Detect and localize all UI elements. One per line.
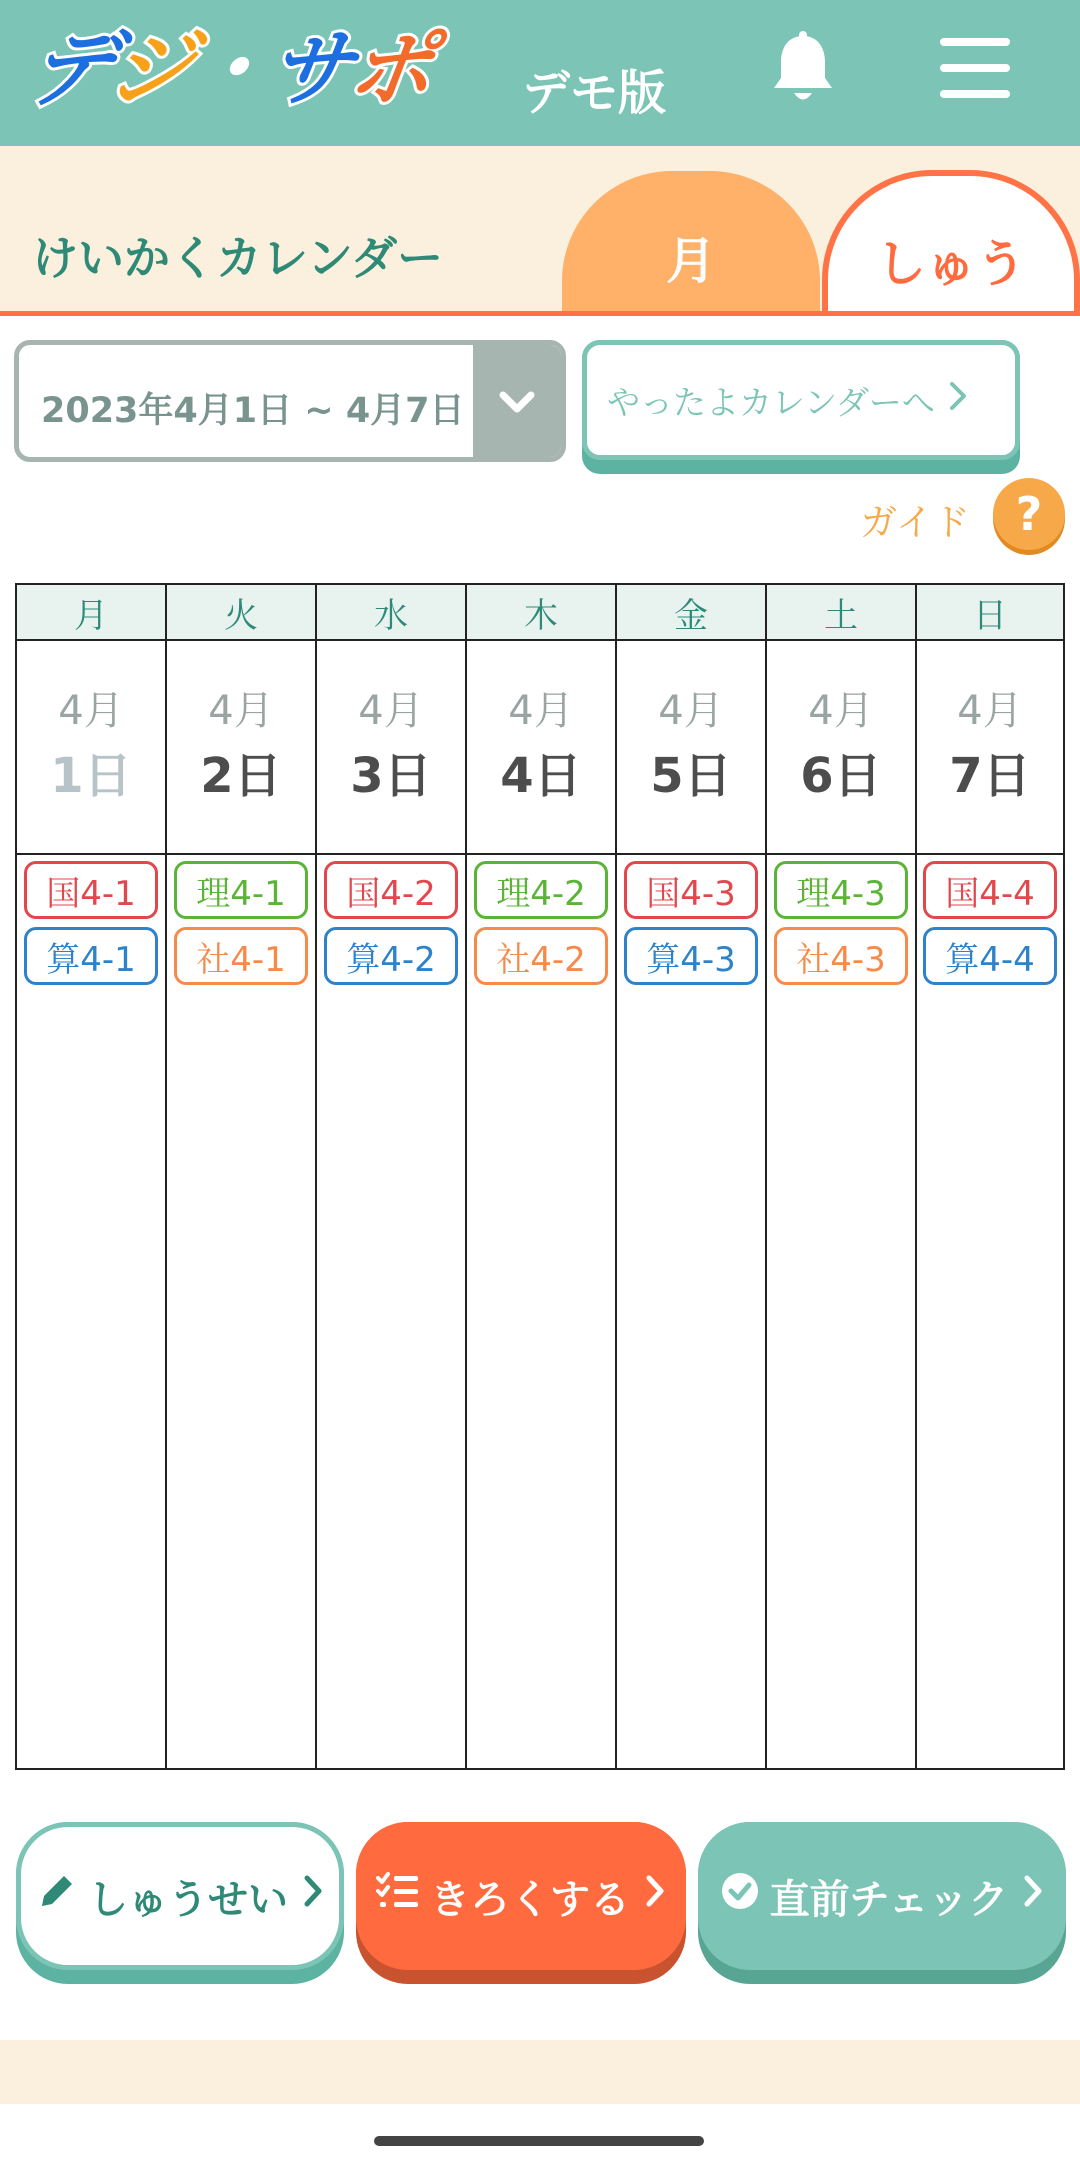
- date-cell[interactable]: [17, 641, 165, 855]
- day-of-week: 日: [917, 585, 1063, 641]
- app-logo[interactable]: [22, 12, 437, 118]
- subject-tag[interactable]: 国4-2: [324, 861, 458, 919]
- chevron-right-icon: [644, 1873, 666, 1919]
- footer-band: [0, 2040, 1080, 2110]
- day-label: 4日: [500, 748, 582, 804]
- date-cell[interactable]: [917, 641, 1063, 855]
- subject-tag[interactable]: 社4-3: [774, 927, 908, 985]
- month-label: 4月: [658, 688, 724, 734]
- edit-button[interactable]: [16, 1822, 344, 1984]
- record-button[interactable]: [356, 1822, 686, 1984]
- chevron-right-icon: [947, 379, 969, 422]
- tab-month[interactable]: 月: [562, 171, 820, 311]
- day-of-week: 月: [17, 585, 165, 641]
- month-label: 4月: [358, 688, 424, 734]
- day-label: 1日: [50, 748, 132, 804]
- day-column-thu: [467, 585, 617, 1768]
- chevron-right-icon: [1022, 1873, 1044, 1919]
- demo-version-label: デモ版: [522, 65, 667, 121]
- chevron-right-icon: [302, 1873, 324, 1919]
- subject-tag[interactable]: 算4-4: [923, 927, 1057, 985]
- day-label: 6日: [800, 748, 882, 804]
- subject-tag[interactable]: 算4-3: [624, 927, 758, 985]
- day-of-week: 木: [467, 585, 615, 641]
- help-question-icon[interactable]: ?: [993, 478, 1065, 550]
- subject-tag[interactable]: 国4-3: [624, 861, 758, 919]
- day-of-week: 金: [617, 585, 765, 641]
- day-label: 3日: [350, 748, 432, 804]
- week-calendar: [15, 583, 1065, 1770]
- tab-week[interactable]: しゅう: [822, 170, 1080, 316]
- subject-tag[interactable]: 社4-1: [174, 927, 308, 985]
- date-cell[interactable]: [767, 641, 915, 855]
- tab-underline: [0, 311, 1080, 316]
- subject-tag[interactable]: 社4-2: [474, 927, 608, 985]
- record-button-label: きろくする: [430, 1876, 630, 1923]
- logo-char: ・: [182, 19, 277, 118]
- date-cell[interactable]: [167, 641, 315, 855]
- date-range-value: 2023年4月1日 ~ 4月7日: [41, 391, 465, 431]
- logo-char: デ: [22, 19, 116, 118]
- subject-tag[interactable]: 算4-2: [324, 927, 458, 985]
- subject-tag[interactable]: 国4-1: [24, 861, 158, 919]
- subject-tag[interactable]: 国4-4: [923, 861, 1057, 919]
- guide-link[interactable]: ガイド: [860, 501, 970, 544]
- day-column-fri: [617, 585, 767, 1768]
- check-circle-icon: [720, 1871, 760, 1921]
- day-column-wed: [317, 585, 467, 1768]
- edit-button-label: しゅうせい: [88, 1876, 288, 1923]
- day-of-week: 土: [767, 585, 915, 641]
- subject-tag[interactable]: 理4-3: [774, 861, 908, 919]
- hamburger-menu-icon[interactable]: [940, 36, 1010, 100]
- app-header: [0, 0, 1080, 146]
- day-label: 5日: [650, 748, 732, 804]
- month-label: 4月: [808, 688, 874, 734]
- month-label: 4月: [58, 688, 124, 734]
- page-title: けいかくカレンダー: [32, 231, 444, 285]
- date-cell[interactable]: [317, 641, 465, 855]
- subject-tag[interactable]: 理4-1: [174, 861, 308, 919]
- subject-tag[interactable]: 算4-1: [24, 927, 158, 985]
- day-of-week: 火: [167, 585, 315, 641]
- day-column-tue: [167, 585, 317, 1768]
- day-column-sun: [917, 585, 1063, 1768]
- home-indicator[interactable]: [374, 2136, 704, 2146]
- final-check-button[interactable]: [698, 1822, 1066, 1984]
- subject-tag[interactable]: 理4-2: [474, 861, 608, 919]
- final-check-label: 直前チェック: [769, 1876, 1009, 1923]
- month-label: 4月: [208, 688, 274, 734]
- bell-icon[interactable]: [768, 30, 838, 110]
- done-calendar-label: やったよカレンダーへ: [607, 382, 935, 422]
- day-column-mon: [17, 585, 167, 1768]
- day-label: 7日: [949, 748, 1031, 804]
- day-of-week: 水: [317, 585, 465, 641]
- month-label: 4月: [508, 688, 574, 734]
- calendar-title-band: [0, 146, 1080, 316]
- chevron-down-icon[interactable]: [473, 345, 561, 457]
- pencil-icon: [36, 1870, 78, 1922]
- done-calendar-button[interactable]: [582, 340, 1020, 474]
- date-cell[interactable]: [467, 641, 615, 855]
- list-icon: [376, 1871, 420, 1921]
- month-label: 4月: [957, 688, 1023, 734]
- day-label: 2日: [200, 748, 282, 804]
- date-cell[interactable]: [617, 641, 765, 855]
- day-column-sat: [767, 585, 917, 1768]
- logo-char: ジ: [102, 19, 197, 118]
- logo-char: ポ: [342, 19, 437, 118]
- logo-char: サ: [262, 19, 357, 118]
- date-range-select[interactable]: [14, 340, 566, 462]
